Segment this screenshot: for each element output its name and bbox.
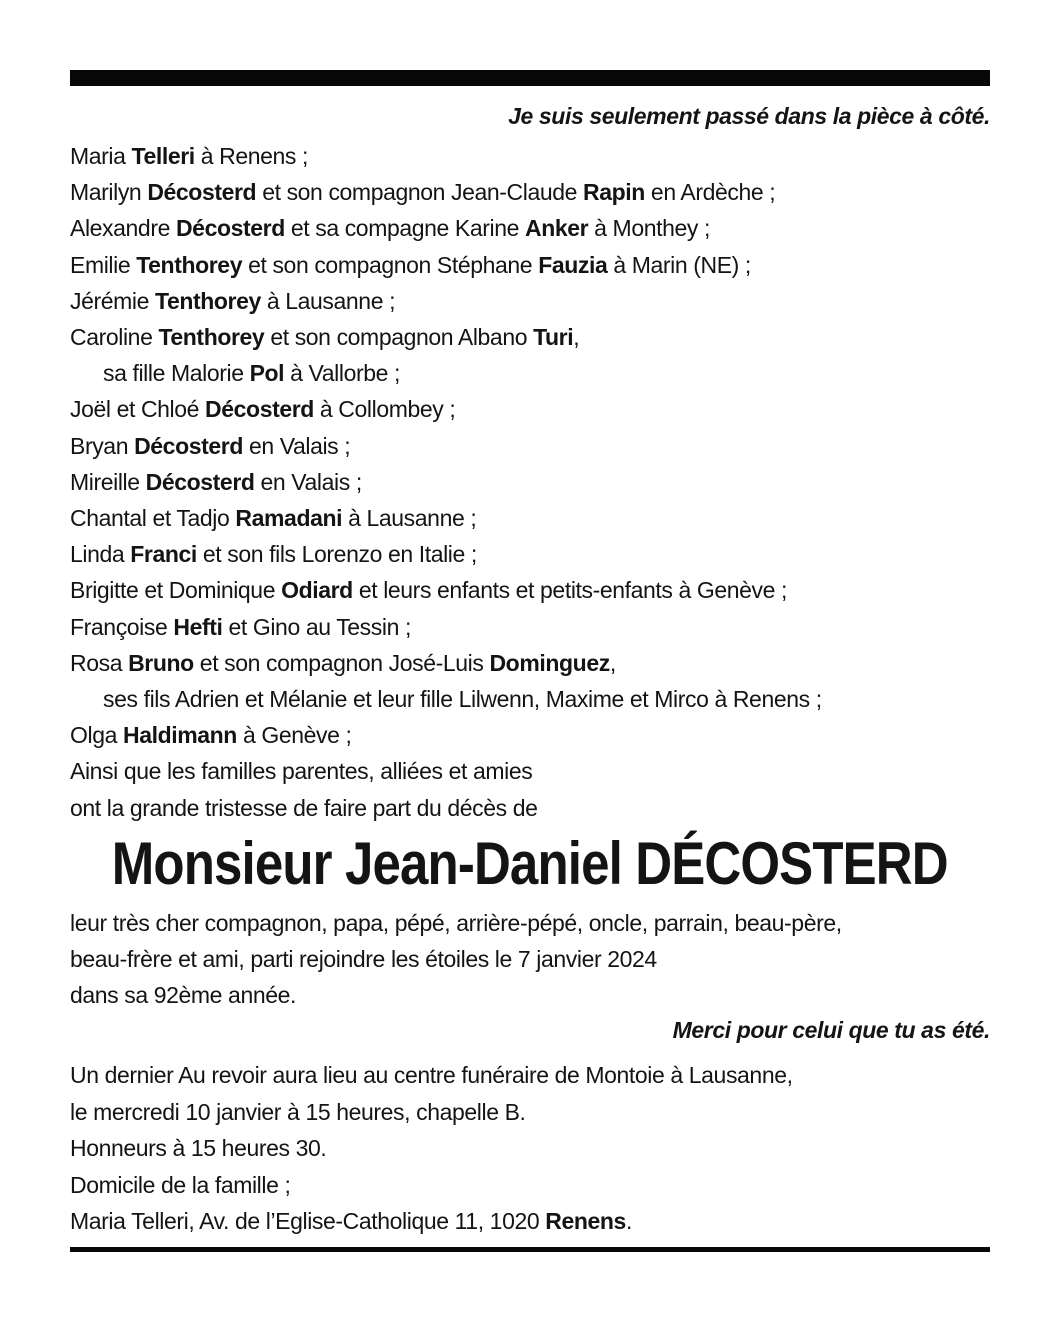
text-run: à Marin (NE) ; — [607, 251, 751, 278]
text-run: Maria Telleri, Av. de l’Eglise-Catholique 11, 1020 — [70, 1208, 546, 1235]
ceremony-details — [70, 1057, 990, 1239]
tribute-paragraph — [70, 905, 990, 1014]
text-line — [70, 572, 990, 608]
text-run: Caroline — [70, 324, 159, 351]
text-run: à Genève ; — [236, 722, 352, 749]
text-run: et son compagnon Albano — [264, 324, 534, 351]
text-run: Maria — [70, 143, 132, 169]
text-line — [70, 138, 990, 174]
text-line — [70, 391, 990, 427]
text-run: Anker — [524, 215, 589, 242]
text-run: Honneurs à 15 heures 30. — [70, 1135, 327, 1162]
text-run: à Renens ; — [194, 143, 308, 169]
text-run: Décosterd — [175, 215, 285, 242]
text-run: . — [625, 1208, 632, 1235]
text-line — [70, 681, 990, 717]
text-run: Décosterd — [134, 432, 243, 459]
text-line — [70, 1203, 990, 1239]
text-run: Bryan — [70, 432, 135, 459]
text-run: , — [609, 649, 616, 676]
text-run: Telleri — [131, 143, 195, 169]
text-line — [70, 905, 990, 941]
text-run: et sa compagne Karine — [284, 215, 525, 242]
text-run: à Lausanne ; — [342, 505, 477, 532]
text-line — [70, 536, 990, 572]
text-run: Renens — [545, 1208, 626, 1235]
text-run: ses fils Adrien et Mélanie et leur fille Lilwenn, Maxime et Mirco à Renens ; — [103, 686, 822, 713]
text-line — [70, 1057, 990, 1093]
text-run: sa fille Malorie — [103, 360, 250, 387]
text-run: Rosa — [70, 649, 129, 676]
text-run: Tenthorey — [136, 251, 243, 278]
text-line — [70, 283, 990, 319]
text-line — [70, 500, 990, 536]
text-run: en Ardèche ; — [644, 179, 776, 206]
text-run: Fauzia — [538, 251, 608, 278]
text-run: Bruno — [128, 649, 194, 676]
text-run: Rapin — [583, 179, 645, 206]
text-run: à Lausanne ; — [260, 287, 396, 314]
text-line — [70, 247, 990, 283]
text-run: et leurs enfants et petits-enfants à Genève ; — [352, 577, 788, 604]
text-run: en Valais ; — [242, 432, 351, 459]
text-run: Dominguez — [489, 649, 610, 676]
text-run: Décosterd — [145, 468, 255, 495]
text-run: à Monthey ; — [588, 215, 710, 242]
text-run: Franci — [130, 541, 197, 568]
text-run: à Collombey ; — [313, 396, 456, 423]
thanks-quote: Merci pour celui que tu as été. — [672, 1017, 990, 1044]
opening-quote: Je suis seulement passé dans la pièce à côté. — [508, 103, 990, 129]
text-run: Linda — [70, 541, 131, 568]
text-run: et son compagnon José-Luis — [193, 649, 490, 676]
text-run: Turi — [533, 324, 574, 351]
text-line — [70, 319, 990, 355]
text-run: Chantal et Tadjo — [70, 505, 236, 532]
text-run: et Gino au Tessin ; — [222, 613, 411, 640]
text-run: Tenthorey — [158, 324, 265, 351]
text-run: le mercredi 10 janvier à 15 heures, chapelle B. — [70, 1098, 526, 1125]
text-run: Décosterd — [147, 179, 257, 206]
deceased-name-row — [70, 827, 990, 901]
text-run: Joël et Chloé — [70, 396, 206, 423]
text-run: Ramadani — [235, 505, 343, 532]
text-line — [70, 717, 990, 753]
text-line — [70, 609, 990, 645]
text-line — [70, 977, 990, 1013]
text-line — [70, 210, 990, 246]
text-line — [70, 428, 990, 464]
text-run: leur très cher compagnon, papa, pépé, arrière-pépé, oncle, parrain, beau-père, — [70, 909, 842, 936]
text-run: Françoise — [70, 613, 174, 640]
text-line — [70, 464, 990, 500]
text-run: Pol — [249, 360, 285, 387]
text-line — [70, 790, 990, 826]
text-run: Emilie — [70, 251, 137, 278]
text-line — [70, 753, 990, 789]
text-run: et son compagnon Jean-Claude — [256, 179, 584, 206]
text-run: Alexandre — [70, 215, 176, 242]
text-run: Mireille — [70, 468, 146, 495]
text-line — [70, 645, 990, 681]
text-run: Odiard — [281, 577, 353, 604]
text-run: beau-frère et ami, parti rejoindre les étoiles le 7 janvier 2024 — [70, 946, 657, 973]
text-run: Brigitte et Dominique — [70, 577, 282, 604]
text-run: Ainsi que les familles parentes, alliées et amies — [70, 758, 533, 785]
text-run: en Valais ; — [254, 468, 362, 495]
text-run: Un dernier Au revoir aura lieu au centre funéraire de Montoie à Lausanne, — [70, 1062, 793, 1089]
text-run: Olga — [70, 722, 123, 749]
text-line — [70, 174, 990, 210]
text-line — [70, 1130, 990, 1166]
text-line — [70, 1167, 990, 1203]
bottom-rule — [70, 1247, 990, 1252]
text-line — [70, 1094, 990, 1130]
deceased-name: Monsieur Jean-Daniel DÉCOSTERD — [111, 830, 949, 898]
text-run: dans sa 92ème année. — [70, 982, 297, 1009]
text-run: , — [573, 324, 580, 351]
text-run: et son fils Lorenzo en Italie ; — [196, 541, 477, 568]
text-run: ont la grande tristesse de faire part du décès de — [70, 794, 538, 821]
text-run: Haldimann — [122, 722, 237, 749]
text-run: Marilyn — [70, 179, 148, 206]
text-run: Domicile de la famille ; — [70, 1171, 291, 1198]
top-rule — [70, 70, 990, 86]
text-line — [70, 941, 990, 977]
notice-content — [70, 70, 990, 1252]
text-run: Hefti — [173, 613, 223, 640]
text-line — [70, 355, 990, 391]
text-run: Jérémie — [70, 287, 155, 314]
text-run: Tenthorey — [155, 287, 261, 314]
text-run: Décosterd — [205, 396, 314, 423]
text-run: et son compagnon Stéphane — [242, 251, 539, 278]
family-list — [70, 138, 990, 826]
text-run: à Vallorbe ; — [284, 360, 401, 387]
